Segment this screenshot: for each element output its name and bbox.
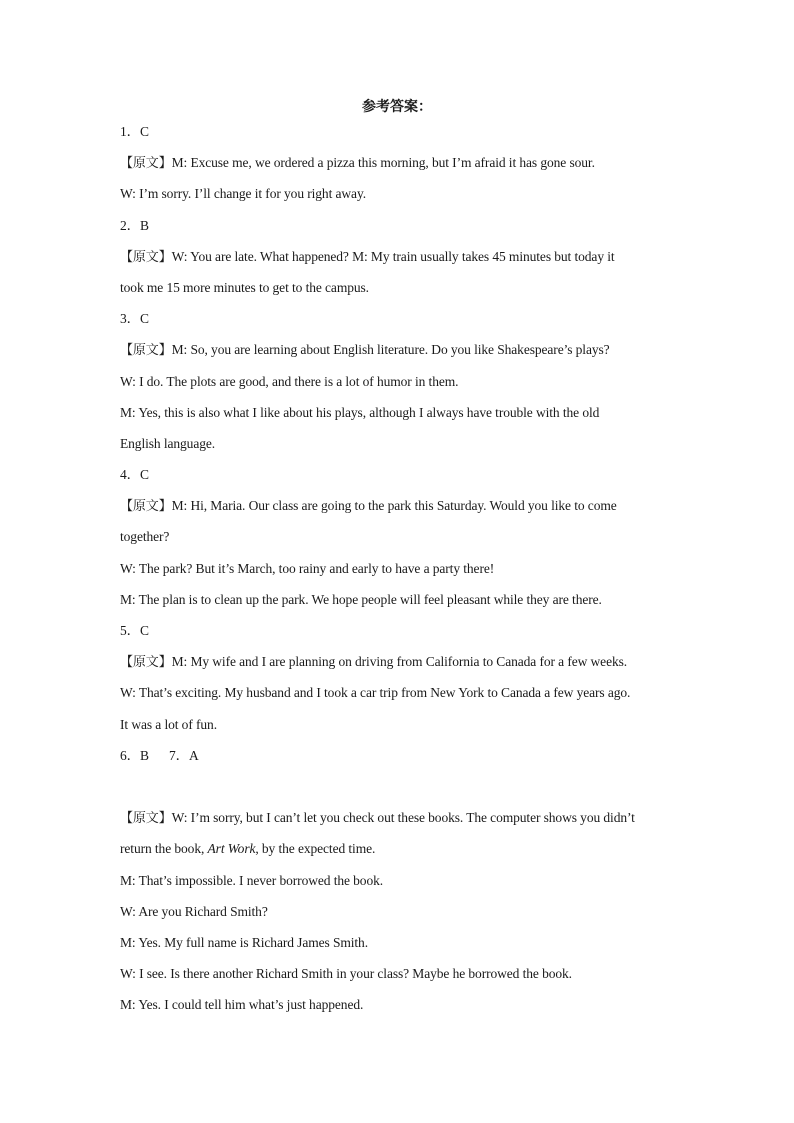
transcript-line: 【原文】W: I’m sorry, but I can’t let you check out these books. The computer shows you didn’t [120,810,635,827]
answer-3: 3．C [120,311,149,327]
transcript-line: W: I’m sorry. I’ll change it for you right away. [120,186,366,202]
transcript-line: 【原文】M: Hi, Maria. Our class are going to the park this Saturday. Would you like to come [120,498,617,515]
blank-line [120,778,680,809]
transcript-line: M: That’s impossible. I never borrowed the book. [120,872,384,888]
transcript-line: W: I see. Is there another Richard Smith in your class? Maybe he borrowed the book. [120,966,572,982]
transcript-line: 【原文】M: So, you are learning about English literature. Do you like Shakespeare’s plays? [120,342,610,359]
transcript-line: 【原文】W: You are late. What happened? M: My train usually takes 45 minutes but today it [120,248,615,265]
transcript-line: took me 15 more minutes to get to the campus. [120,279,369,295]
transcript-line: W: I do. The plots are good, and there is a lot of humor in them. [120,373,459,389]
transcript-tag: 【原文】 [120,249,172,265]
book-title: Art Work [207,841,256,857]
answer-5: 5．C [120,623,149,638]
page-title: 参考答案： [362,99,432,115]
transcript-line: M: Yes. My full name is Richard James Smith. [120,934,368,950]
transcript-line: It was a lot of fun. [120,716,217,732]
transcript-line: English language. [120,435,216,451]
transcript-line: 【原文】M: My wife and I are planning on driving from California to Canada for a few weeks. [120,654,628,671]
answer-7: 7．A [168,747,199,763]
transcript-line: W: The park? But it’s March, too rainy and early to have a party there! [120,560,495,576]
answers-6-7 [120,747,680,778]
transcript-tag: 【原文】 [120,156,172,172]
transcript-line: W: Are you Richard Smith? [120,903,268,919]
transcript-line: M: Yes, this is also what I like about his plays, although I always have trouble with the old [120,404,600,420]
answer-6: 6．B [120,747,149,763]
transcript-line: M: The plan is to clean up the park. We hope people will feel pleasant while they are there. [120,591,602,607]
transcript-tag: 【原文】 [120,343,172,359]
answer-1: 1．C [120,124,149,139]
answer-4: 4．C [120,467,149,483]
transcript-tag: 【原文】 [120,655,172,671]
transcript-line: return the book, Art Work, by the expected time. [120,841,376,857]
answer-content [120,123,680,1027]
transcript-tag: 【原文】 [120,811,172,827]
transcript-line: W: That’s exciting. My husband and I took a car trip from New York to Canada a few years ago. [120,685,631,701]
transcript-tag: 【原文】 [120,499,172,515]
answer-2: 2．B [120,217,149,233]
transcript-line: M: Yes. I could tell him what’s just happened. [120,997,364,1013]
transcript-line: 【原文】M: Excuse me, we ordered a pizza this morning, but I’m afraid it has gone sour. [120,155,595,172]
transcript-line: together? [120,529,170,545]
